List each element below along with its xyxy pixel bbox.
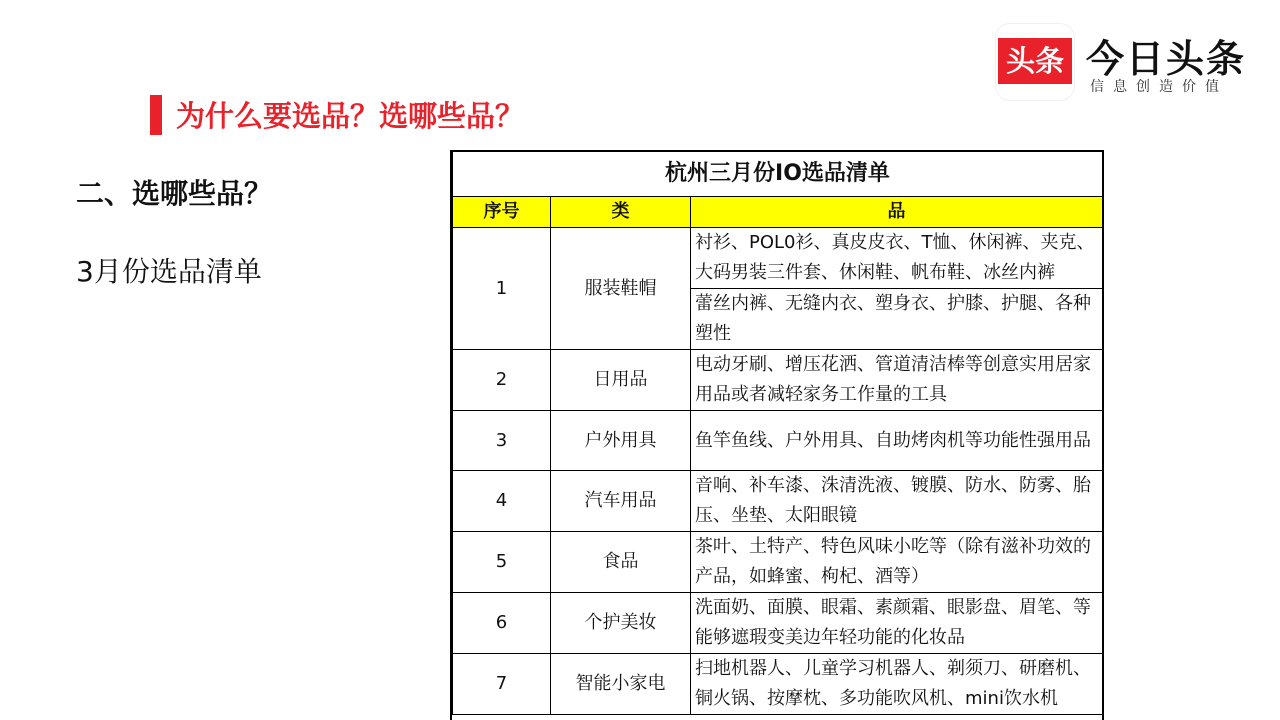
toutiao-logo bbox=[996, 24, 1246, 100]
row-num: 6 bbox=[453, 593, 551, 654]
row-items: 鱼竿鱼线、户外用具、自助烤肉机等功能性强用品 bbox=[691, 411, 1103, 471]
selection-table bbox=[452, 152, 1103, 715]
row-num: 3 bbox=[453, 411, 551, 471]
row-category: 汽车用品 bbox=[551, 471, 691, 532]
row-items: 洗面奶、面膜、眼霜、素颜霜、眼影盘、眉笔、等能够遮瑕变美边年轻功能的化妆品 bbox=[691, 593, 1103, 654]
slide-heading: 为什么要选品？选哪些品？ bbox=[176, 99, 525, 133]
row-items: 扫地机器人、儿童学习机器人、剃须刀、研磨机、铜火锅、按摩枕、多功能吹风机、mini饮水机 bbox=[691, 654, 1103, 715]
table-row bbox=[453, 228, 1103, 289]
logo-title: 今日头条 bbox=[1086, 37, 1247, 81]
row-items: 蕾丝内裤、无缝内衣、塑身衣、护膝、护腿、各种塑性 bbox=[691, 289, 1103, 350]
section-subheading: 二、选哪些品？ bbox=[76, 177, 273, 210]
heading-accent-bar bbox=[150, 95, 162, 135]
table-row bbox=[453, 471, 1103, 532]
row-items: 茶叶、土特产、特色风味小吃等（除有滋补功效的产品，如蜂蜜、枸杞、酒等） bbox=[691, 532, 1103, 593]
logo-badge bbox=[996, 24, 1074, 100]
table-title: 杭州三月份IO选品清单 bbox=[453, 152, 1103, 197]
row-category: 食品 bbox=[551, 532, 691, 593]
table-row bbox=[453, 350, 1103, 411]
row-num: 2 bbox=[453, 350, 551, 411]
logo-badge-text: 头条 bbox=[998, 38, 1072, 84]
row-category: 个护美妆 bbox=[551, 593, 691, 654]
row-num: 1 bbox=[453, 228, 551, 350]
row-category: 服装鞋帽 bbox=[551, 228, 691, 350]
section-subtext: 3月份选品清单 bbox=[76, 255, 262, 288]
row-items: 衬衫、POL0衫、真皮皮衣、T恤、休闲裤、夹克、大码男装三件套、休闲鞋、帆布鞋、冰丝内裤 bbox=[691, 228, 1103, 289]
logo-tagline: 信息创造价值 bbox=[1090, 79, 1228, 95]
selection-table-container bbox=[450, 150, 1104, 720]
header-num: 序号 bbox=[453, 197, 551, 228]
table-row bbox=[453, 411, 1103, 471]
table-header-row bbox=[453, 197, 1103, 228]
row-category: 智能小家电 bbox=[551, 654, 691, 715]
row-items: 电动牙刷、增压花洒、管道清洁棒等创意实用居家用品或者减轻家务工作量的工具 bbox=[691, 350, 1103, 411]
row-category: 日用品 bbox=[551, 350, 691, 411]
table-row bbox=[453, 593, 1103, 654]
table-row bbox=[453, 532, 1103, 593]
header-items: 品 bbox=[691, 197, 1103, 228]
row-num: 5 bbox=[453, 532, 551, 593]
row-num: 4 bbox=[453, 471, 551, 532]
row-category: 户外用具 bbox=[551, 411, 691, 471]
row-num: 7 bbox=[453, 654, 551, 715]
row-items: 音响、补车漆、洙清洗液、镀膜、防水、防雾、胎压、坐垫、太阳眼镜 bbox=[691, 471, 1103, 532]
table-row bbox=[453, 654, 1103, 715]
header-category: 类 bbox=[551, 197, 691, 228]
